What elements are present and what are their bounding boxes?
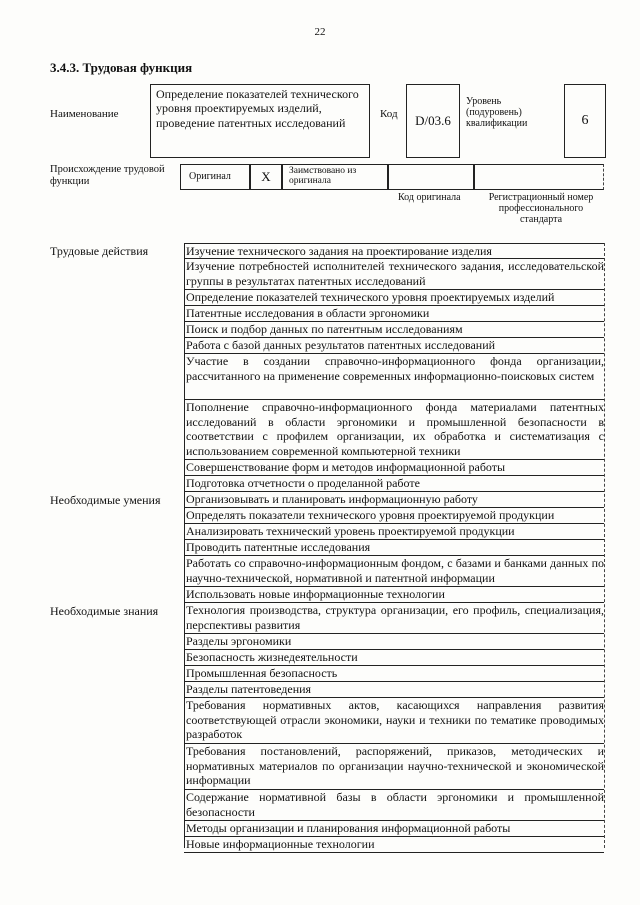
- knowledge-row: [184, 603, 604, 634]
- knowledge-text: Технология производства, структура организации, его профиль, специализация, перспективы развития: [186, 603, 604, 632]
- skill-text: Работать со справочно-информационным фондом, с базами и банками данных по научно-технической, нормативной и патентной информации: [186, 556, 604, 585]
- skills-label: Необходимые умения: [50, 493, 161, 507]
- knowledge-row: [184, 650, 604, 666]
- knowledge-row: [184, 634, 604, 650]
- origin-code-cell: [388, 164, 474, 190]
- skill-text: Определять показатели технического уровня проектируемой продукции: [186, 508, 555, 522]
- labor-action-text: Участие в создании справочно-информационного фонда организации, рассчитанного на применение современных информационно-поисковых систем: [186, 354, 604, 383]
- knowledge-text: Содержание нормативной базы в области эргономики и промышленной безопасности: [186, 790, 604, 819]
- skill-row: [184, 524, 604, 540]
- labor-action-row: [184, 354, 604, 400]
- knowledge-text: Методы организации и планирования информационной работы: [186, 821, 511, 835]
- section-title: 3.4.3. Трудовая функция: [50, 60, 193, 75]
- labor-action-text: Подготовка отчетности о проделанной работе: [186, 476, 420, 490]
- skill-row: [184, 540, 604, 556]
- knowledge-row: [184, 666, 604, 682]
- knowledge-row: [184, 682, 604, 698]
- knowledge-text: Промышленная безопасность: [186, 666, 338, 680]
- labor-action-text: Работа с базой данных результатов патентных исследований: [186, 338, 496, 352]
- origin-reg-cell: [474, 164, 604, 190]
- knowledge-row: [184, 790, 604, 821]
- origin-label: Происхождение трудовой функции: [50, 164, 165, 187]
- page-number: 22: [314, 26, 326, 38]
- labor-action-row: [184, 338, 604, 354]
- labor-action-text: Изучение технического задания на проектирование изделия: [186, 244, 492, 258]
- knowledge-text: Безопасность жизнедеятельности: [186, 650, 358, 664]
- knowledge-row: [184, 821, 604, 837]
- knowledge-text: Разделы патентоведения: [186, 682, 312, 696]
- skill-row: [184, 492, 604, 508]
- labor-action-row: [184, 322, 604, 338]
- level-label: Уровень (подуровень) квалификации: [466, 96, 528, 129]
- knowledge-label: Необходимые знания: [50, 604, 159, 618]
- original-label: Оригинал: [189, 171, 231, 182]
- skill-text: Анализировать технический уровень проектируемой продукции: [186, 524, 515, 538]
- labor-action-text: Определение показателей технического уровня проектируемых изделий: [186, 290, 555, 304]
- labor-action-text: Пополнение справочно-информационного фонда материалами патентных исследований в области эргономики и промышленной безопасности в соответствии с профилем организации, их обработка и систематизация с использованием современной компьютерной техники: [186, 400, 604, 458]
- table-right-border: [604, 243, 605, 848]
- origin-original-cell: [180, 164, 250, 190]
- reg-number-label: Регистрационный номер профессионального стандарта: [488, 192, 594, 225]
- labor-action-row: [184, 290, 604, 306]
- knowledge-row: [184, 698, 604, 744]
- skill-row: [184, 556, 604, 587]
- labor-action-text: Изучение потребностей исполнителей технического задания, исследовательской группы в результатах патентных исследований: [186, 259, 604, 288]
- original-mark: X: [261, 169, 271, 184]
- origin-mark-cell: [250, 164, 282, 190]
- labor-actions-label: Трудовые действия: [50, 244, 149, 258]
- origin-borrowed-cell: [282, 164, 388, 190]
- code-cell: [406, 84, 460, 158]
- code-original-label: Код оригинала: [398, 192, 461, 203]
- labor-action-text: Совершенствование форм и методов информационной работы: [186, 460, 506, 474]
- labor-action-row: [184, 259, 604, 290]
- skill-text: Проводить патентные исследования: [186, 540, 371, 554]
- function-name-cell: [150, 84, 370, 158]
- skill-row: [184, 587, 604, 603]
- knowledge-row: [184, 837, 604, 853]
- labor-action-text: Патентные исследования в области эргономики: [186, 306, 430, 320]
- knowledge-text: Новые информационные технологии: [186, 837, 375, 851]
- function-name-value: Определение показателей технического уровня проектируемых изделий, проведение патентных исследований: [156, 87, 359, 130]
- knowledge-row: [184, 744, 604, 790]
- borrowed-label: Заимствовано из оригинала: [289, 166, 357, 187]
- code-value: D/03.6: [415, 113, 451, 128]
- skill-row: [184, 508, 604, 524]
- labor-action-row: [184, 243, 604, 259]
- labor-action-row: [184, 476, 604, 492]
- skill-text: Использовать новые информационные технологии: [186, 587, 445, 601]
- labor-action-row: [184, 460, 604, 476]
- labor-action-row: [184, 306, 604, 322]
- level-cell: [564, 84, 606, 158]
- knowledge-text: Требования нормативных актов, касающихся направления развития соответствующей отрасли экономики, науки и техники по тематике проводимых разработок: [186, 698, 604, 741]
- knowledge-text: Разделы эргономики: [186, 634, 292, 648]
- knowledge-text: Требования постановлений, распоряжений, приказов, методических и нормативных материалов по организации научно-технической и экономической информации: [186, 744, 604, 787]
- name-label: Наименование: [50, 108, 119, 120]
- code-label: Код: [380, 108, 398, 120]
- level-value: 6: [581, 113, 589, 128]
- skill-text: Организовывать и планировать информационную работу: [186, 492, 478, 506]
- labor-action-row: [184, 400, 604, 460]
- labor-action-text: Поиск и подбор данных по патентным исследованиям: [186, 322, 463, 336]
